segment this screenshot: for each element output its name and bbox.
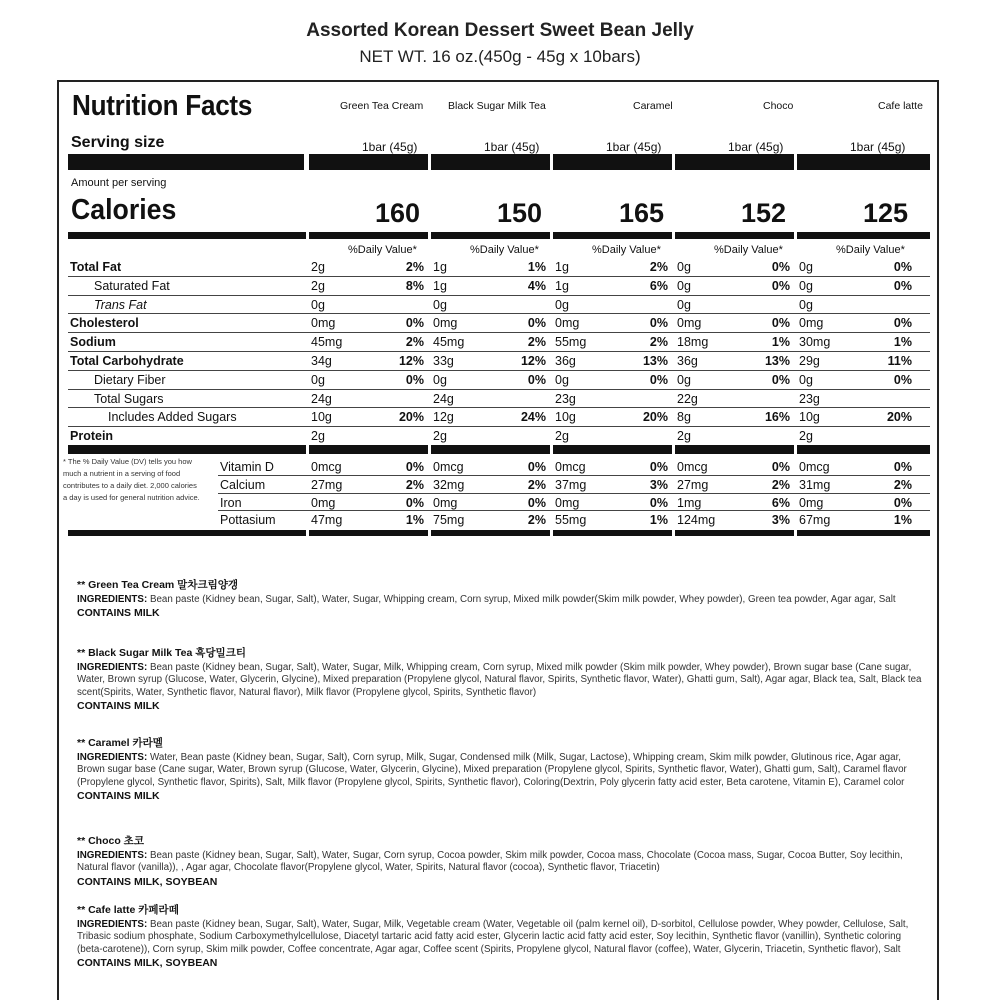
nutrient-amount: 0g [799,372,813,387]
ingredients-label: INGREDIENTS: [77,661,148,673]
daily-value-header: %Daily Value* [836,244,905,256]
vitamin-amount: 124mg [677,513,716,528]
bar-gap [794,154,797,170]
vitamin-amount: 27mg [677,477,709,492]
nutrient-percent: 0% [527,316,546,331]
bar-gap [672,154,675,170]
nutrient-amount: 0g [433,297,447,312]
nutrient-row [68,390,930,409]
ingredients-block [77,835,927,888]
nutrient-percent: 0% [771,278,790,293]
ingredients-list: Bean paste (Kidney bean, Sugar, Salt), Water, Sugar, Milk, Whipping cream, Corn syrup, Mixed milk powder (Skim milk powder, Whey powder), Brown sugar base (Cane sugar, Water, Brown syrup (Glucose, Water, Glycerin, Glycine), Mixed preparation (Propylene glycol, Natural flavor, Spirits, Synthetic flavor, Water), Ghatti gum, Salt), Agar agar, Black tea, Salt, Black tea scent(Spirits, Water, Synthetic flavor, Natural flavor), Milk flavor (Propylene glycol, Spirits, Synthetic flavor) [77,661,922,698]
nutrient-amount: 0mg [433,316,458,331]
nutrient-percent: 12% [520,354,546,368]
nutrient-amount: 2g [311,260,325,274]
nutrient-amount: 12g [433,410,454,425]
vitamin-amount: 0mcg [433,460,464,474]
nutrient-amount: 0g [433,372,447,387]
flavor-header: Green Tea Cream [340,100,424,112]
bar-gap [794,530,797,536]
vitamin-label: Vitamin D [220,460,274,474]
nutrient-percent: 20% [886,410,912,425]
ingredients-label: INGREDIENTS: [77,918,148,930]
nutrient-percent: 4% [527,278,546,293]
vitamin-percent: 2% [771,477,790,492]
nutrient-amount: 18mg [677,335,709,350]
vitamin-percent: 2% [527,513,546,528]
nutrient-percent: 12% [398,354,424,368]
nutrient-amount: 24g [311,391,332,406]
allergen-statement: CONTAINS MILK, SOYBEAN [77,957,218,970]
vitamin-row [68,511,930,530]
bottom-divider [68,530,930,536]
daily-value-header: %Daily Value* [470,244,539,256]
product-title: Assorted Korean Dessert Sweet Bean Jelly [306,20,694,41]
vitamin-amount: 0mg [555,495,580,510]
nutrient-percent: 0% [771,316,790,331]
serving-size-value: 1bar (45g) [484,140,540,154]
nutrient-amount: 2g [311,278,325,293]
nutrient-amount: 2g [799,429,813,444]
nutrient-amount: 1g [433,260,447,274]
daily-value-footnote: * The % Daily Value (DV) tells you how much a nutrient in a serving of food contributes to a daily diet. 2,000 calories a day is used for general nutrition advice. [63,457,200,502]
calories-value: 160 [374,198,420,228]
nutrient-percent: 20% [398,410,424,425]
vitamin-percent: 6% [771,495,790,510]
serving-size-value: 1bar (45g) [606,140,662,154]
nutrient-row [68,352,930,371]
bar-gap [428,154,431,170]
bar-gap [550,530,553,536]
nutrient-amount: 2g [555,429,569,444]
nutrient-label: Cholesterol [70,316,139,331]
nutrient-amount: 0mg [311,316,336,331]
vitamin-percent: 0% [771,460,790,474]
flavor-header: Caramel [633,100,673,112]
vitamin-amount: 0mcg [799,460,830,474]
nutrient-percent: 8% [405,278,424,293]
bar-gap [550,154,553,170]
nutrient-amount: 22g [677,391,698,406]
calories-value: 150 [496,198,542,228]
flavor-name: ** Green Tea Cream 말차크림양갱 [77,579,239,591]
bar-gap [428,445,431,454]
nutrient-label: Total Sugars [94,391,164,406]
ingredients-block [77,579,927,620]
nutrient-percent: 1% [893,335,912,350]
ingredients-text [77,752,927,790]
daily-value-header: %Daily Value* [714,244,783,256]
serving-size-value: 1bar (45g) [850,140,906,154]
flavor-name: ** Caramel 카라멜 [77,737,163,749]
nutrient-label: Total Fat [70,260,122,274]
nutrient-amount: 34g [311,354,332,368]
nutrient-percent: 1% [527,260,546,274]
vitamin-percent: 0% [649,460,668,474]
ingredients-text [77,662,927,700]
nutrient-percent: 11% [887,354,912,368]
nutrition-panel [57,80,939,1000]
amount-per-serving-label: Amount per serving [71,177,167,189]
nutrient-amount: 30mg [799,335,831,350]
nutrient-percent: 0% [405,372,424,387]
bar-gap [306,232,309,239]
nutrient-amount: 2g [433,429,447,444]
bar-gap [672,232,675,239]
nutrient-amount: 36g [677,354,698,368]
nutrient-amount: 0mg [799,316,824,331]
nutrient-amount: 0g [677,260,691,274]
nutrient-amount: 2g [311,429,325,444]
nutrient-row [68,427,930,446]
nutrient-percent: 0% [527,372,546,387]
nutrient-percent: 0% [893,260,912,274]
vitamin-percent: 0% [649,495,668,510]
net-weight: NET WT. 16 oz.(450g - 45g x 10bars) [359,47,641,66]
vitamin-amount: 0mg [799,495,824,510]
nutrient-amount: 23g [799,391,820,406]
nutrient-amount: 8g [677,410,691,425]
vitamin-amount: 0mg [311,495,336,510]
vitamin-percent: 0% [405,460,424,474]
nutrient-amount: 0g [799,297,813,312]
nutrient-percent: 20% [642,410,668,425]
nutrient-label: Saturated Fat [94,278,170,293]
ingredients-list: Bean paste (Kidney bean, Sugar, Salt), Water, Sugar, Milk, Vegetable cream (Water, Vegetable oil (palm kernel oil), D-sorbitol, Cellulose powder, Whey powder, Cellulose, Salt, Tribasic sodium phosphate, Sodium Carboxymethylcellulose, Diacetyl tartaric acid fatty acid ester, Glycerin lactic acid fatty acid ester, Soy lecithin, Synthetic flavor (vanillin), Synthetic coloring (beta-carotene)), Corn syrup, Skim milk powder, Coffee concentrate, Agar agar, Coffee scent (Spirits, Propylene glycol, Natural flavor (coffee), Water, Glycerin, Triacetin, Synthetic flavor), Salt [77,918,909,955]
vitamin-percent: 1% [649,513,668,528]
nutrient-amount: 24g [433,391,454,406]
nutrient-percent: 2% [405,335,424,350]
ingredients-block [77,737,927,803]
nutrient-percent: 2% [527,335,546,350]
nutrient-percent: 0% [893,278,912,293]
nutrient-amount: 45mg [311,335,343,350]
ingredients-block [77,647,927,713]
ingredients-label: INGREDIENTS: [77,593,148,605]
nutrient-percent: 2% [649,335,668,350]
vitamin-percent: 3% [649,477,668,492]
calories-value: 165 [618,198,664,228]
nutrient-amount: 0g [677,297,691,312]
ingredients-text [77,919,927,957]
vitamin-percent: 0% [527,460,546,474]
daily-value-header: %Daily Value* [592,244,661,256]
ingredients-text [77,594,927,607]
ingredients-label: INGREDIENTS: [77,849,148,861]
nutrient-row [68,333,930,352]
nutrient-amount: 1g [555,260,569,274]
nutrient-percent: 0% [893,372,912,387]
nutrient-amount: 0g [677,372,691,387]
bar-gap [304,154,307,170]
nutrient-amount: 45mg [433,335,465,350]
vitamin-amount: 0mcg [677,460,708,474]
serving-size-label: Serving size [71,134,165,151]
ingredients-list: Bean paste (Kidney bean, Sugar, Salt), Water, Sugar, Corn syrup, Cocoa powder, Skim milk powder, Cocoa mass, Chocolate (Cocoa mass, Sugar, Cocoa Butter, Soy lecithin, Natural flavor (vanilla)), , Agar agar, Chocolate flavor(Propylene glycol, Water, Spirits, Natural flavor (cocoa), Synthetic flavor, Triacetin) [77,849,903,874]
vitamin-label: Iron [220,495,242,510]
nutrient-amount: 0g [311,372,325,387]
vitamin-amount: 55mg [555,513,587,528]
vitamin-percent: 1% [893,513,912,528]
nutrient-label: Sodium [70,335,116,350]
bar-gap [428,530,431,536]
calories-label: Calories [71,194,177,226]
nutrient-label: Dietary Fiber [94,372,166,387]
nutrient-row [68,371,930,390]
nutrient-amount: 0g [677,278,691,293]
nutrient-label: Total Carbohydrate [70,354,184,368]
nutrient-label: Includes Added Sugars [108,410,237,425]
vitamin-amount: 37mg [555,477,587,492]
vitamin-amount: 32mg [433,477,465,492]
allergen-statement: CONTAINS MILK, SOYBEAN [77,875,218,888]
nutrient-percent: 0% [893,316,912,331]
flavor-name: ** Black Sugar Milk Tea 흑당밀크티 [77,647,246,659]
ingredients-list: Bean paste (Kidney bean, Sugar, Salt), Water, Sugar, Whipping cream, Corn syrup, Mixed milk powder(Skim milk powder, Whey powder), Green tea powder, Agar agar, Salt [149,593,896,605]
nutrient-amount: 1g [555,278,569,293]
flavor-header: Cafe latte [878,100,923,112]
vitamin-percent: 2% [527,477,546,492]
bar-gap [306,530,309,536]
nutrient-label: Trans Fat [94,297,147,312]
allergen-statement: CONTAINS MILK [77,790,160,803]
vitamin-percent: 3% [771,513,790,528]
nutrient-percent: 2% [649,260,668,274]
nutrient-percent: 6% [649,278,668,293]
nutrient-amount: 23g [555,391,576,406]
vitamin-percent: 0% [405,495,424,510]
ingredients-list: Water, Bean paste (Kidney bean, Sugar, Salt), Corn syrup, Milk, Sugar, Condensed milk (Milk, Sugar, Lactose), Whipping cream, Skim milk powder, Glutinous rice, Agar agar, Brown sugar base (Cane sugar, Water, Brown syrup (Glucose, Water, Glycerin, Glycine), Mixed preparation (Propylene glycol, Spirits, Synthetic flavor, Water), Ghatti gum, Salt), Caramel flavor (Propylene glycol, Synthetic flavor, Spirits), Salt, Milk flavor (Propylene glycol, Spirits, Synthetic flavor), Coloring(Dextrin, Poly glycerin fatty acid ester, Beta carotene, Vitamin E), Caramel color [77,751,907,788]
nutrient-percent: 0% [649,316,668,331]
allergen-statement: CONTAINS MILK [77,607,160,620]
nutrient-amount: 0g [799,260,813,274]
nutrient-label: Protein [70,429,114,444]
nutrient-percent: 13% [642,354,668,368]
calories-value: 152 [740,198,786,228]
medium-divider [68,445,930,454]
bar-gap [794,232,797,239]
vitamin-percent: 0% [527,495,546,510]
daily-value-header: %Daily Value* [348,244,417,256]
nutrient-amount: 2g [677,429,691,444]
vitamin-amount: 67mg [799,513,831,528]
nutrient-row [68,408,930,427]
nutrient-row [68,296,930,315]
vitamin-percent: 2% [405,477,424,492]
bar-gap [672,445,675,454]
nutrient-amount: 10g [799,410,820,425]
nutrient-amount: 0mg [677,316,702,331]
bar-gap [550,445,553,454]
vitamin-amount: 31mg [799,477,831,492]
vitamin-label: Calcium [220,477,266,492]
flavor-name: ** Choco 초코 [77,835,144,847]
nutrient-percent: 0% [771,260,790,274]
nutrition-facts-title: Nutrition Facts [72,90,253,122]
thick-divider [68,154,930,170]
ingredients-text [77,850,927,875]
medium-divider [68,232,930,239]
nutrient-percent: 2% [405,260,424,274]
nutrient-amount: 0g [799,278,813,293]
vitamin-amount: 47mg [311,513,343,528]
bar-gap [794,445,797,454]
vitamin-percent: 1% [405,513,424,528]
nutrient-row [68,314,930,333]
nutrient-percent: 16% [764,410,790,425]
vitamin-percent: 0% [893,495,912,510]
vitamin-amount: 1mg [677,495,702,510]
flavor-header: Choco [763,100,794,112]
nutrient-amount: 33g [433,354,454,368]
vitamin-label: Pottasium [220,513,276,528]
vitamin-amount: 0mcg [311,460,342,474]
nutrient-percent: 0% [649,372,668,387]
ingredients-label: INGREDIENTS: [77,751,148,763]
serving-size-value: 1bar (45g) [362,140,418,154]
flavor-header: Black Sugar Milk Tea [448,100,546,112]
vitamin-percent: 2% [893,477,912,492]
nutrient-row [68,277,930,296]
nutrient-amount: 0g [555,372,569,387]
nutrient-amount: 1g [433,278,447,293]
nutrient-amount: 10g [311,410,332,425]
nutrient-row [68,258,930,277]
nutrient-percent: 24% [520,410,546,425]
flavor-name: ** Cafe latte 카페라떼 [77,904,179,916]
vitamin-amount: 27mg [311,477,343,492]
bar-gap [672,530,675,536]
ingredients-block [77,904,927,970]
serving-size-value: 1bar (45g) [728,140,784,154]
vitamin-amount: 0mcg [555,460,586,474]
bar-gap [306,445,309,454]
allergen-statement: CONTAINS MILK [77,700,160,713]
nutrient-amount: 29g [799,354,820,368]
nutrient-amount: 10g [555,410,576,425]
nutrient-amount: 0g [555,297,569,312]
nutrient-percent: 0% [771,372,790,387]
nutrient-amount: 0mg [555,316,580,331]
nutrient-amount: 0g [311,297,325,312]
nutrient-percent: 0% [405,316,424,331]
calories-value: 125 [862,198,908,228]
nutrient-percent: 13% [764,354,790,368]
nutrient-amount: 55mg [555,335,587,350]
nutrient-amount: 36g [555,354,576,368]
vitamin-percent: 0% [893,460,912,474]
bar-gap [428,232,431,239]
vitamin-amount: 75mg [433,513,465,528]
bar-gap [550,232,553,239]
nutrient-percent: 1% [771,335,790,350]
vitamin-amount: 0mg [433,495,458,510]
